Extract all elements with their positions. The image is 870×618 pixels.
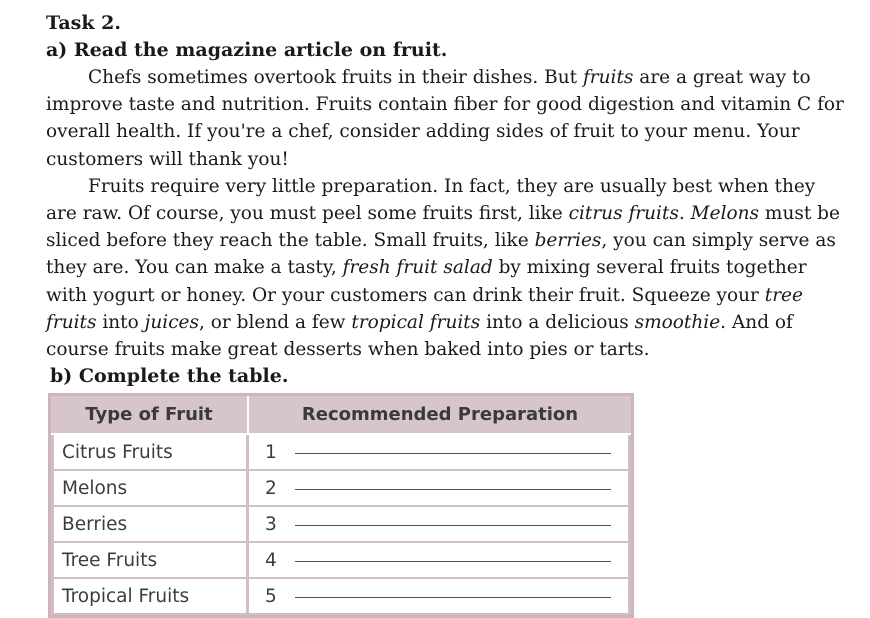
task-title: Task 2. <box>46 12 121 34</box>
item-number: 5 <box>265 585 277 607</box>
italic-term: fruits <box>582 67 634 88</box>
italic-term: berries <box>534 230 602 252</box>
header-type-of-fruit: Type of Fruit <box>51 396 249 435</box>
article-paragraph-2 <box>46 173 846 363</box>
article-paragraph-1 <box>46 64 846 173</box>
header-recommended-preparation: Recommended Preparation <box>249 396 631 435</box>
table-row <box>51 579 631 615</box>
text-run: into <box>96 311 145 333</box>
preparation-cell <box>249 543 631 579</box>
table-row <box>51 543 631 579</box>
text-run: Fruits require very little preparation. In fact, they are usually best when they are raw. Of course, you must peel some fruits first, like <box>46 175 816 225</box>
text-run: are a great way to improve taste and nutrition. Fruits contain fiber for good digestion and vitamin C for overall health. If you're a chef, consider adding sides of fruit to your menu. Your customers will thank you! <box>46 67 844 170</box>
preparation-cell <box>249 579 631 615</box>
italic-term: juices <box>144 311 199 333</box>
answer-blank-line[interactable] <box>295 524 611 526</box>
item-number: 1 <box>265 441 277 463</box>
table-row <box>51 435 631 471</box>
preparation-cell <box>249 471 631 507</box>
text-run: Chefs sometimes overtook fruits in their dishes. But <box>88 67 583 88</box>
table-body <box>51 435 631 615</box>
text-run: , or blend a few <box>199 311 352 333</box>
italic-term: tropical fruits <box>351 311 481 333</box>
item-number: 2 <box>265 477 277 499</box>
answer-blank-line[interactable] <box>295 452 611 454</box>
worksheet <box>46 10 846 390</box>
italic-term: tree fruits <box>46 284 803 333</box>
preparation-cell <box>249 507 631 543</box>
fruit-type-cell: Tree Fruits <box>51 543 249 579</box>
answer-blank-line[interactable] <box>295 596 611 598</box>
part-b-heading: b) Complete the table. <box>50 365 289 388</box>
answer-blank-line[interactable] <box>295 560 611 562</box>
text-run: must be sliced before they reach the table. Small fruits, like <box>46 203 840 252</box>
item-number: 3 <box>265 513 277 535</box>
text-run: , you can simply serve as they are. You can make a tasty, <box>46 230 836 279</box>
italic-term: citrus fruits <box>568 203 679 225</box>
italic-term: Melons <box>690 203 760 225</box>
italic-term: smoothie <box>634 311 721 333</box>
text-run: by mixing several fruits together with yogurt or honey. Or your customers can drink their fruit. Squeeze your <box>46 257 807 306</box>
fruit-type-cell: Citrus Fruits <box>51 435 249 471</box>
text-run: . And of course fruits make great desserts when baked into pies or tarts. <box>46 311 793 361</box>
answer-blank-line[interactable] <box>295 488 611 490</box>
text-run: . <box>678 203 691 225</box>
text-run: into a delicious <box>480 311 635 333</box>
item-number: 4 <box>265 549 277 571</box>
table-row <box>51 471 631 507</box>
preparation-cell <box>249 435 631 471</box>
fruit-type-cell: Tropical Fruits <box>51 579 249 615</box>
italic-term: fresh fruit salad <box>342 257 493 279</box>
table-header-row <box>51 396 631 435</box>
fruit-preparation-table <box>48 393 634 618</box>
fruit-type-cell: Berries <box>51 507 249 543</box>
part-a-heading: a) Read the magazine article on fruit. <box>46 39 448 61</box>
fruit-type-cell: Melons <box>51 471 249 507</box>
table-row <box>51 507 631 543</box>
